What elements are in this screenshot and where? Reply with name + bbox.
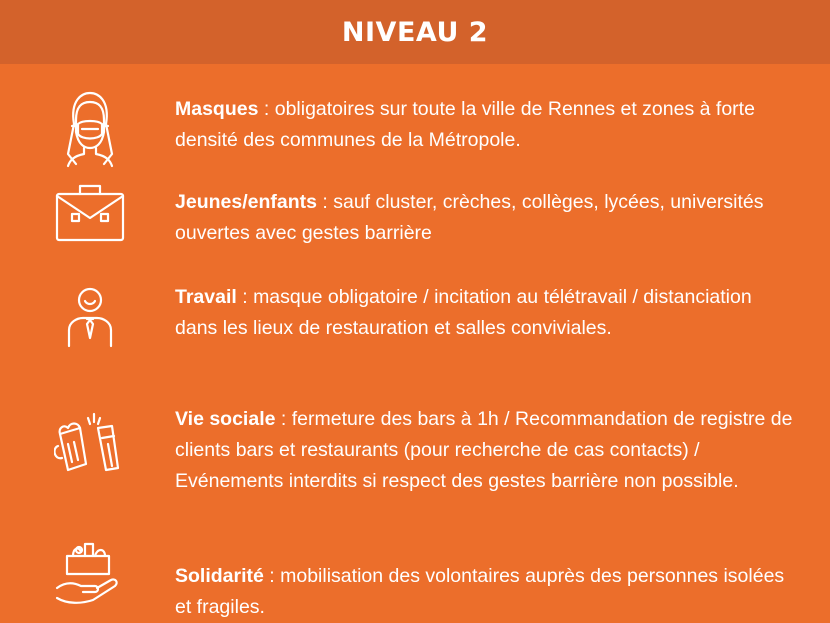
item-separator: :: [258, 98, 275, 120]
item-separator: :: [236, 286, 254, 308]
item-title: Solidarité: [175, 565, 264, 587]
item-separator: :: [263, 565, 281, 587]
item-description: fermeture des bars à 1h / Recommandation de registre de clients bars et restaurants (pour recherche de cas contacts) / Evénements interdits si respect des gestes barrière non possible.: [175, 408, 793, 492]
item-text: [175, 187, 795, 249]
beer-toast-icon: [50, 408, 130, 480]
item-title: Travail: [175, 286, 237, 308]
worker-icon: [50, 286, 130, 350]
masked-face-icon: [50, 90, 130, 168]
item-text: [175, 561, 795, 623]
donation-hand-icon: [50, 540, 130, 610]
item-description: mobilisation des volontaires auprès des personnes isolées et fragiles.: [175, 565, 785, 618]
item-description: obligatoires sur toute la ville de Rennes et zones à forte densité des communes de la Métropole.: [175, 98, 755, 151]
briefcase-icon: [50, 182, 130, 244]
item-description: masque obligatoire / incitation au télétravail / distanciation dans les lieux de restauration et salles conviviales.: [175, 286, 752, 339]
item-title: Masques: [175, 98, 259, 120]
item-text: [175, 404, 795, 497]
item-text: [175, 282, 795, 344]
item-title: Jeunes/enfants: [175, 191, 317, 213]
item-title: Vie sociale: [175, 408, 276, 430]
item-separator: :: [275, 408, 292, 430]
item-text: [175, 94, 795, 156]
page-title: NIVEAU 2: [341, 16, 489, 48]
item-separator: :: [316, 191, 334, 213]
header-banner: [0, 0, 830, 64]
item-description: sauf cluster, crèches, collèges, lycées, universités ouvertes avec gestes barrière: [175, 191, 764, 244]
